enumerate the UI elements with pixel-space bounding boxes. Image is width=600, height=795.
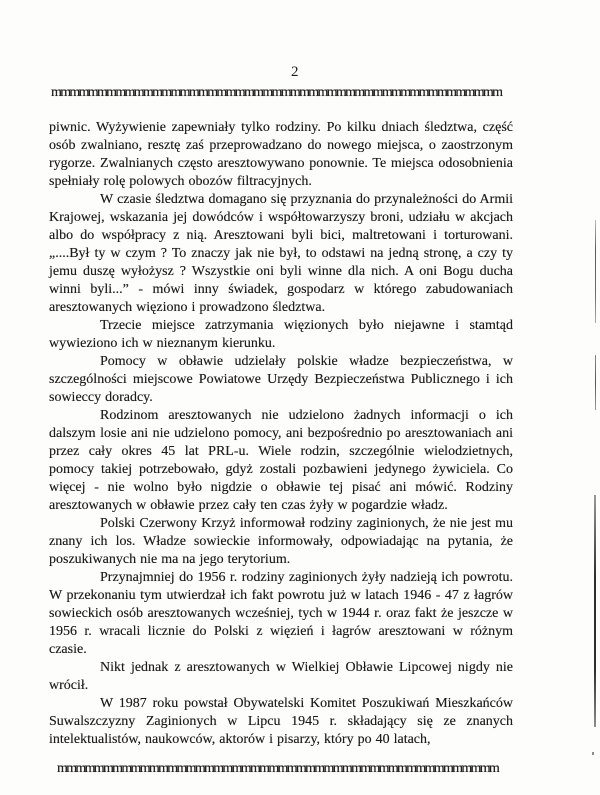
paragraph-rodzinom-aresztowanych: Rodzinom aresztowanych nie udzielono żadnych informacji o ich dalszym losie ani nie udzielono pomocy, ani bezpośrednio po aresztowaniach ani przez cały okres 45 lat PRL-u. Wiele rodzin, szczególnie wielodzietnych, pomocy takiej potrzebowało, gdyż zostali pozbawieni jedynego żywiciela. Co więcej - nie wolno było nigdzie o obławie tej pisać ani mówić. Rodziny aresztowanych w obławie przez cały ten czas żyły w pogardzie władz.: [49, 408, 513, 513]
paragraph-czerwony-krzyz: Polski Czerwony Krzyż informował rodziny zaginionych, że nie jest mu znany ich los. Władze sowieckie informowały, odpowiadając na pytania, że poszukiwanych nie ma na jego terytorium.: [49, 516, 513, 567]
scan-artifact: [594, 495, 596, 727]
scan-artifact: [595, 355, 596, 410]
paragraph-piwnic: piwnic. Wyżywienie zapewniały tylko rodziny. Po kilku dniach śledztwa, część osób zwalniano, resztę zaś przeprowadzano do nowego miejsca, o zaostrzonym rygorze. Zwalnianych często aresztowywano ponownie. Te miejsca odosobnienia spełniały rolę polowych obozów filtracyjnych.: [49, 120, 513, 189]
scan-artifact: [592, 752, 594, 755]
scan-artifact: [595, 220, 596, 323]
filler-line-bottom: mmmmmmmmmmmmmmmmmmmmmmmmmmmmmmmmmmmmmmmmmmmmmmmm: [57, 761, 499, 776]
paragraph-nikt-nie-wrocil: Nikt jednak z aresztowanych w Wielkiej Obławie Lipcowej nigdy nie wrócił.: [49, 660, 513, 693]
paragraph-sledztwo: W czasie śledztwa domagano się przyznania do przynależności do Armii Krajowej, wskazania jej dowódców i współtowarzyszy broni, udziału w akcjach albo do współpracy z nią. Aresztowani byli bici, maltretowani i torturowani. „....Był ty w czym ? To znaczy jak nie był, to odstawi na jedną stronę, a czy ty jemu duszę wyłożysz ? Wszystkie oni byli winne dla nich. A oni Bogu ducha winni byli...” - mówi inny świadek, gospodarz w którego zabudowaniach aresztowanych więziono i prowadzono śledztwa.: [49, 192, 513, 315]
filler-line-top: mmmmmmmmmmmmmmmmmmmmmmmmmmmmmmmmmmmmmmmmmmmmmmmmm: [51, 85, 502, 100]
paragraph-komitet-1987: W 1987 roku powstał Obywatelski Komitet Poszukiwań Mieszkańców Suwalszczyzny Zaginionych w Lipcu 1945 r. składający się ze znanych intelektualistów, naukowców, aktorów i pisarzy, który po 40 latach,: [49, 696, 513, 747]
paragraph-trzecie-miejsce: Trzecie miejsce zatrzymania więzionych było niejawne i stamtąd wywieziono ich w nieznanym kierunku.: [49, 318, 513, 351]
paragraph-pomocy-w-oblawie: Pomocy w obławie udzielały polskie władze bezpieczeństwa, w szczególności miejscowe Powiatowe Urzędy Bezpieczeństwa Publicznego i ich sowieccy doradcy.: [49, 354, 513, 405]
document-body: [49, 119, 513, 749]
page-number: 2: [291, 64, 299, 80]
paragraph-przynajmniej-1956: Przynajmniej do 1956 r. rodziny zaginionych żyły nadzieją ich powrotu. W przekonaniu tym utwierdzał ich fakt powrotu już w latach 1946 - 47 z łagrów sowieckich osób aresztowanych wcześniej, tych w 1944 r. oraz fakt że jeszcze w 1956 r. wracali licznie do Polski z więzień i łagrów aresztowani w różnym czasie.: [49, 570, 513, 657]
